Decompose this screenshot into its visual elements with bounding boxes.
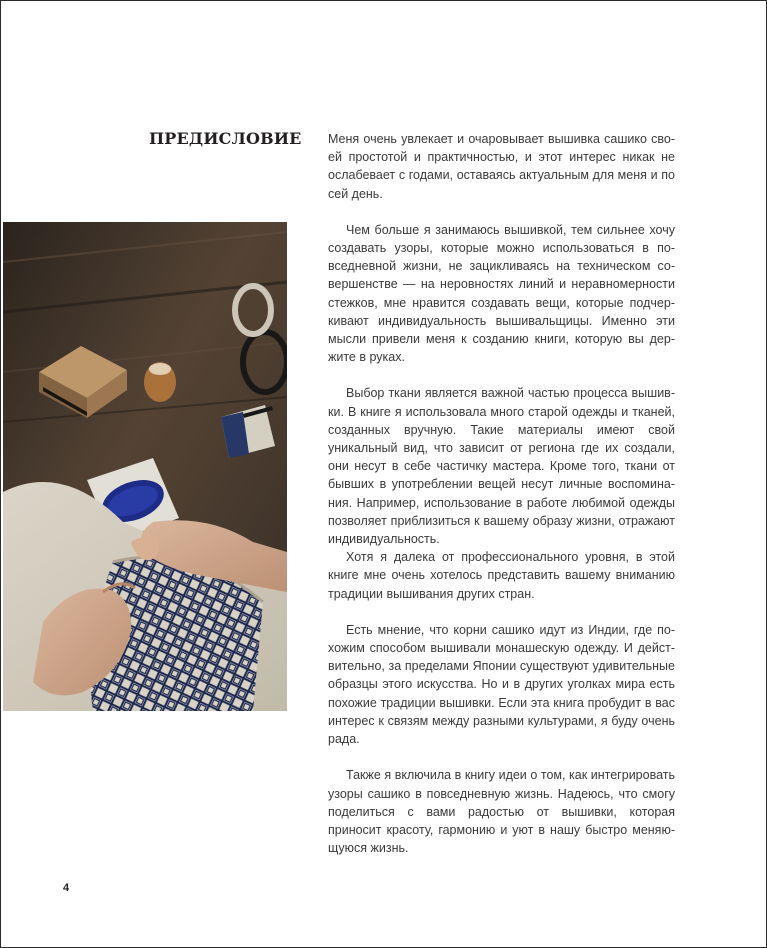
paragraph-4: Хотя я далека от профессионального уровня, в этой книге мне очень хотелось представить вашему вниманию традиции вышивания других стран. — [328, 550, 675, 601]
sashiko-photo — [3, 222, 287, 711]
page-heading: ПРЕДИСЛОВИЕ — [149, 129, 302, 148]
paragraph-2: Чем больше я занимаюсь вышивкой, тем сильнее хочу создавать узоры, которые можно использоваться в повседневной жизни, не зацикливаясь на техническом совершенстве — на неровностях линий и неравномерности стежков, мне нравится создавать вещи, которые подчеркивают индивидуальность вышивальщицы. Именно эти мысли привели меня к созданию книги, которую вы держите в руках. — [328, 222, 675, 365]
paragraph-3: Выбор ткани является важной частью процесса вышивки. В книге я использовала много старой одежды и тканей, созданных вручную. Такие материалы имеют свой уникальный вид, что зависит от региона где их создали, они несут в себе частичку мастера. Кроме того, ткани от бывших в употреблении вещей несут личные воспоминания. Например, использование в работе любимой одежды позволяет приблизиться к вашему образу жизни, отражают индивидуальность. — [328, 386, 675, 547]
paragraph-5: Есть мнение, что корни сашико идут из Индии, где похожим способом вышивали монашескую одежду. И действительно, за пределами Японии существуют удивительные образцы этого искусства. Но и в других уголках мира есть похожие традиции вышивки. Если эта книга пробудит в вас интерес к связям между разными культурами, я буду очень рада. — [328, 622, 675, 747]
preface-text — [328, 130, 675, 857]
sashiko-photo-illustration — [3, 222, 287, 711]
paragraph-1: Меня очень увлекает и очаровывает вышивка сашико своей простотой и практичностью, и этот интерес никак не ослабевает с годами, оставаясь актуальным для меня и по сей день. — [328, 132, 675, 201]
paragraph-6: Также я включила в книгу идеи о том, как интегрировать узоры сашико в повседневную жизнь. Надеюсь, что смогу поделиться с вами радостью от вышивки, которая приносит красоту, гармонию и уют в нашу быстро меняющуюся жизнь. — [328, 768, 675, 856]
page-number: 4 — [63, 882, 70, 894]
